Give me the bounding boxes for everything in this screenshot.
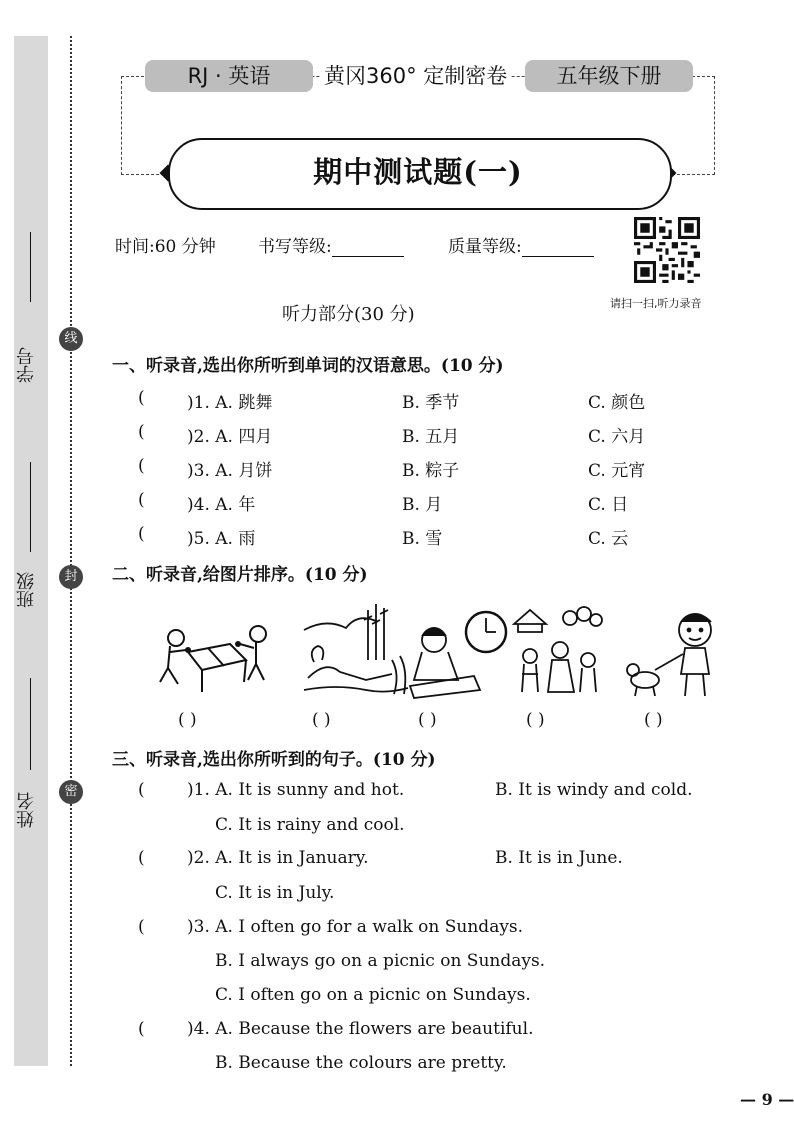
s1-q4-b: B. 月 <box>402 495 443 515</box>
s1-q1-b: B. 季节 <box>402 393 460 413</box>
answer-paren[interactable]: ( <box>138 917 145 937</box>
pic3-answer-slot[interactable]: ( ) <box>418 710 437 730</box>
answer-paren[interactable]: ( <box>138 1019 145 1039</box>
quality-grade-field[interactable] <box>522 238 594 257</box>
s3-q2-a: )2. A. It is in January. <box>187 848 369 868</box>
series-title: 黄冈360° 定制密卷 <box>320 60 511 92</box>
quality-grade-label: 质量等级: <box>448 237 522 257</box>
s1-q1-c: C. 颜色 <box>588 393 646 413</box>
answer-paren[interactable]: ( <box>138 422 145 442</box>
homework-clock-picture <box>404 600 524 700</box>
s3-q3-b: B. I always go on a picnic on Sundays. <box>215 951 546 971</box>
s3-q2-c: C. It is in July. <box>215 883 335 903</box>
student-id-label: 学号 <box>16 347 37 383</box>
pic2-answer-slot[interactable]: ( ) <box>312 710 331 730</box>
s3-q1-c: C. It is rainy and cool. <box>215 815 405 835</box>
dragon-boat-picture <box>296 600 416 700</box>
family-flag-picture <box>510 600 630 700</box>
writing-grade-label: 书写等级: <box>258 237 332 257</box>
subject-pill: RJ · 英语 <box>145 60 313 92</box>
seal-feng: 封 <box>59 565 83 589</box>
class-label: 班级 <box>16 572 37 608</box>
answer-paren[interactable]: ( <box>138 456 145 476</box>
page-title: 期中测试题(一) <box>313 155 523 189</box>
s3-q4-a: )4. A. Because the flowers are beautiful. <box>187 1019 534 1039</box>
s3-q1-b: B. It is windy and cold. <box>495 780 693 800</box>
s1-q5-c: C. 云 <box>588 529 629 549</box>
s3-q3-c: C. I often go on a picnic on Sundays. <box>215 985 531 1005</box>
s3-q1-a: )1. A. It is sunny and hot. <box>187 780 405 800</box>
dog-walk-picture <box>625 600 745 700</box>
s1-q2-c: C. 六月 <box>588 427 646 447</box>
seal-xian: 线 <box>59 327 83 351</box>
pic1-answer-slot[interactable]: ( ) <box>178 710 197 730</box>
s1-q2-b: B. 五月 <box>402 427 460 447</box>
s1-q3-b: B. 粽子 <box>402 461 460 481</box>
s1-q3-a: )3. A. 月饼 <box>187 461 273 481</box>
s1-q5-b: B. 雪 <box>402 529 443 549</box>
answer-paren[interactable]: ( <box>138 848 145 868</box>
s1-q4-c: C. 日 <box>588 495 629 515</box>
grade-pill: 五年级下册 <box>525 60 693 92</box>
s3-q2-b: B. It is in June. <box>495 848 623 868</box>
s1-q3-c: C. 元宵 <box>588 461 646 481</box>
s3-q4-b: B. Because the colours are pretty. <box>215 1053 507 1073</box>
section2-title: 二、听录音,给图片排序。(10 分) <box>112 565 368 585</box>
qr-code-icon[interactable] <box>634 217 700 283</box>
class-line <box>30 462 31 552</box>
section3-title: 三、听录音,选出你所听到的句子。(10 分) <box>112 750 436 770</box>
writing-grade <box>258 232 404 257</box>
time-limit: 时间:60 分钟 <box>115 237 216 257</box>
s3-q3-a: )3. A. I often go for a walk on Sundays. <box>187 917 524 937</box>
answer-paren[interactable]: ( <box>138 490 145 510</box>
s1-q2-a: )2. A. 四月 <box>187 427 273 447</box>
answer-paren[interactable]: ( <box>138 780 145 800</box>
page-number: — 9 — <box>740 1090 794 1109</box>
seal-mi: 密 <box>59 780 83 804</box>
name-label: 姓名 <box>16 792 37 828</box>
binding-strip <box>14 36 48 1066</box>
student-id-line <box>30 232 31 302</box>
writing-grade-field[interactable] <box>332 238 404 257</box>
s1-q5-a: )5. A. 雨 <box>187 529 256 549</box>
section1-title: 一、听录音,选出你所听到单词的汉语意思。(10 分) <box>112 356 504 376</box>
cut-line <box>70 36 72 1066</box>
answer-paren[interactable]: ( <box>138 524 145 544</box>
pic5-answer-slot[interactable]: ( ) <box>644 710 663 730</box>
pic4-answer-slot[interactable]: ( ) <box>526 710 545 730</box>
quality-grade <box>448 232 594 257</box>
s1-q1-a: )1. A. 跳舞 <box>187 393 273 413</box>
listening-heading: 听力部分(30 分) <box>282 304 415 325</box>
ping-pong-picture <box>148 600 268 700</box>
qr-caption: 请扫一扫,听力录音 <box>610 297 702 310</box>
name-line <box>30 678 31 770</box>
answer-paren[interactable]: ( <box>138 388 145 408</box>
s1-q4-a: )4. A. 年 <box>187 495 256 515</box>
